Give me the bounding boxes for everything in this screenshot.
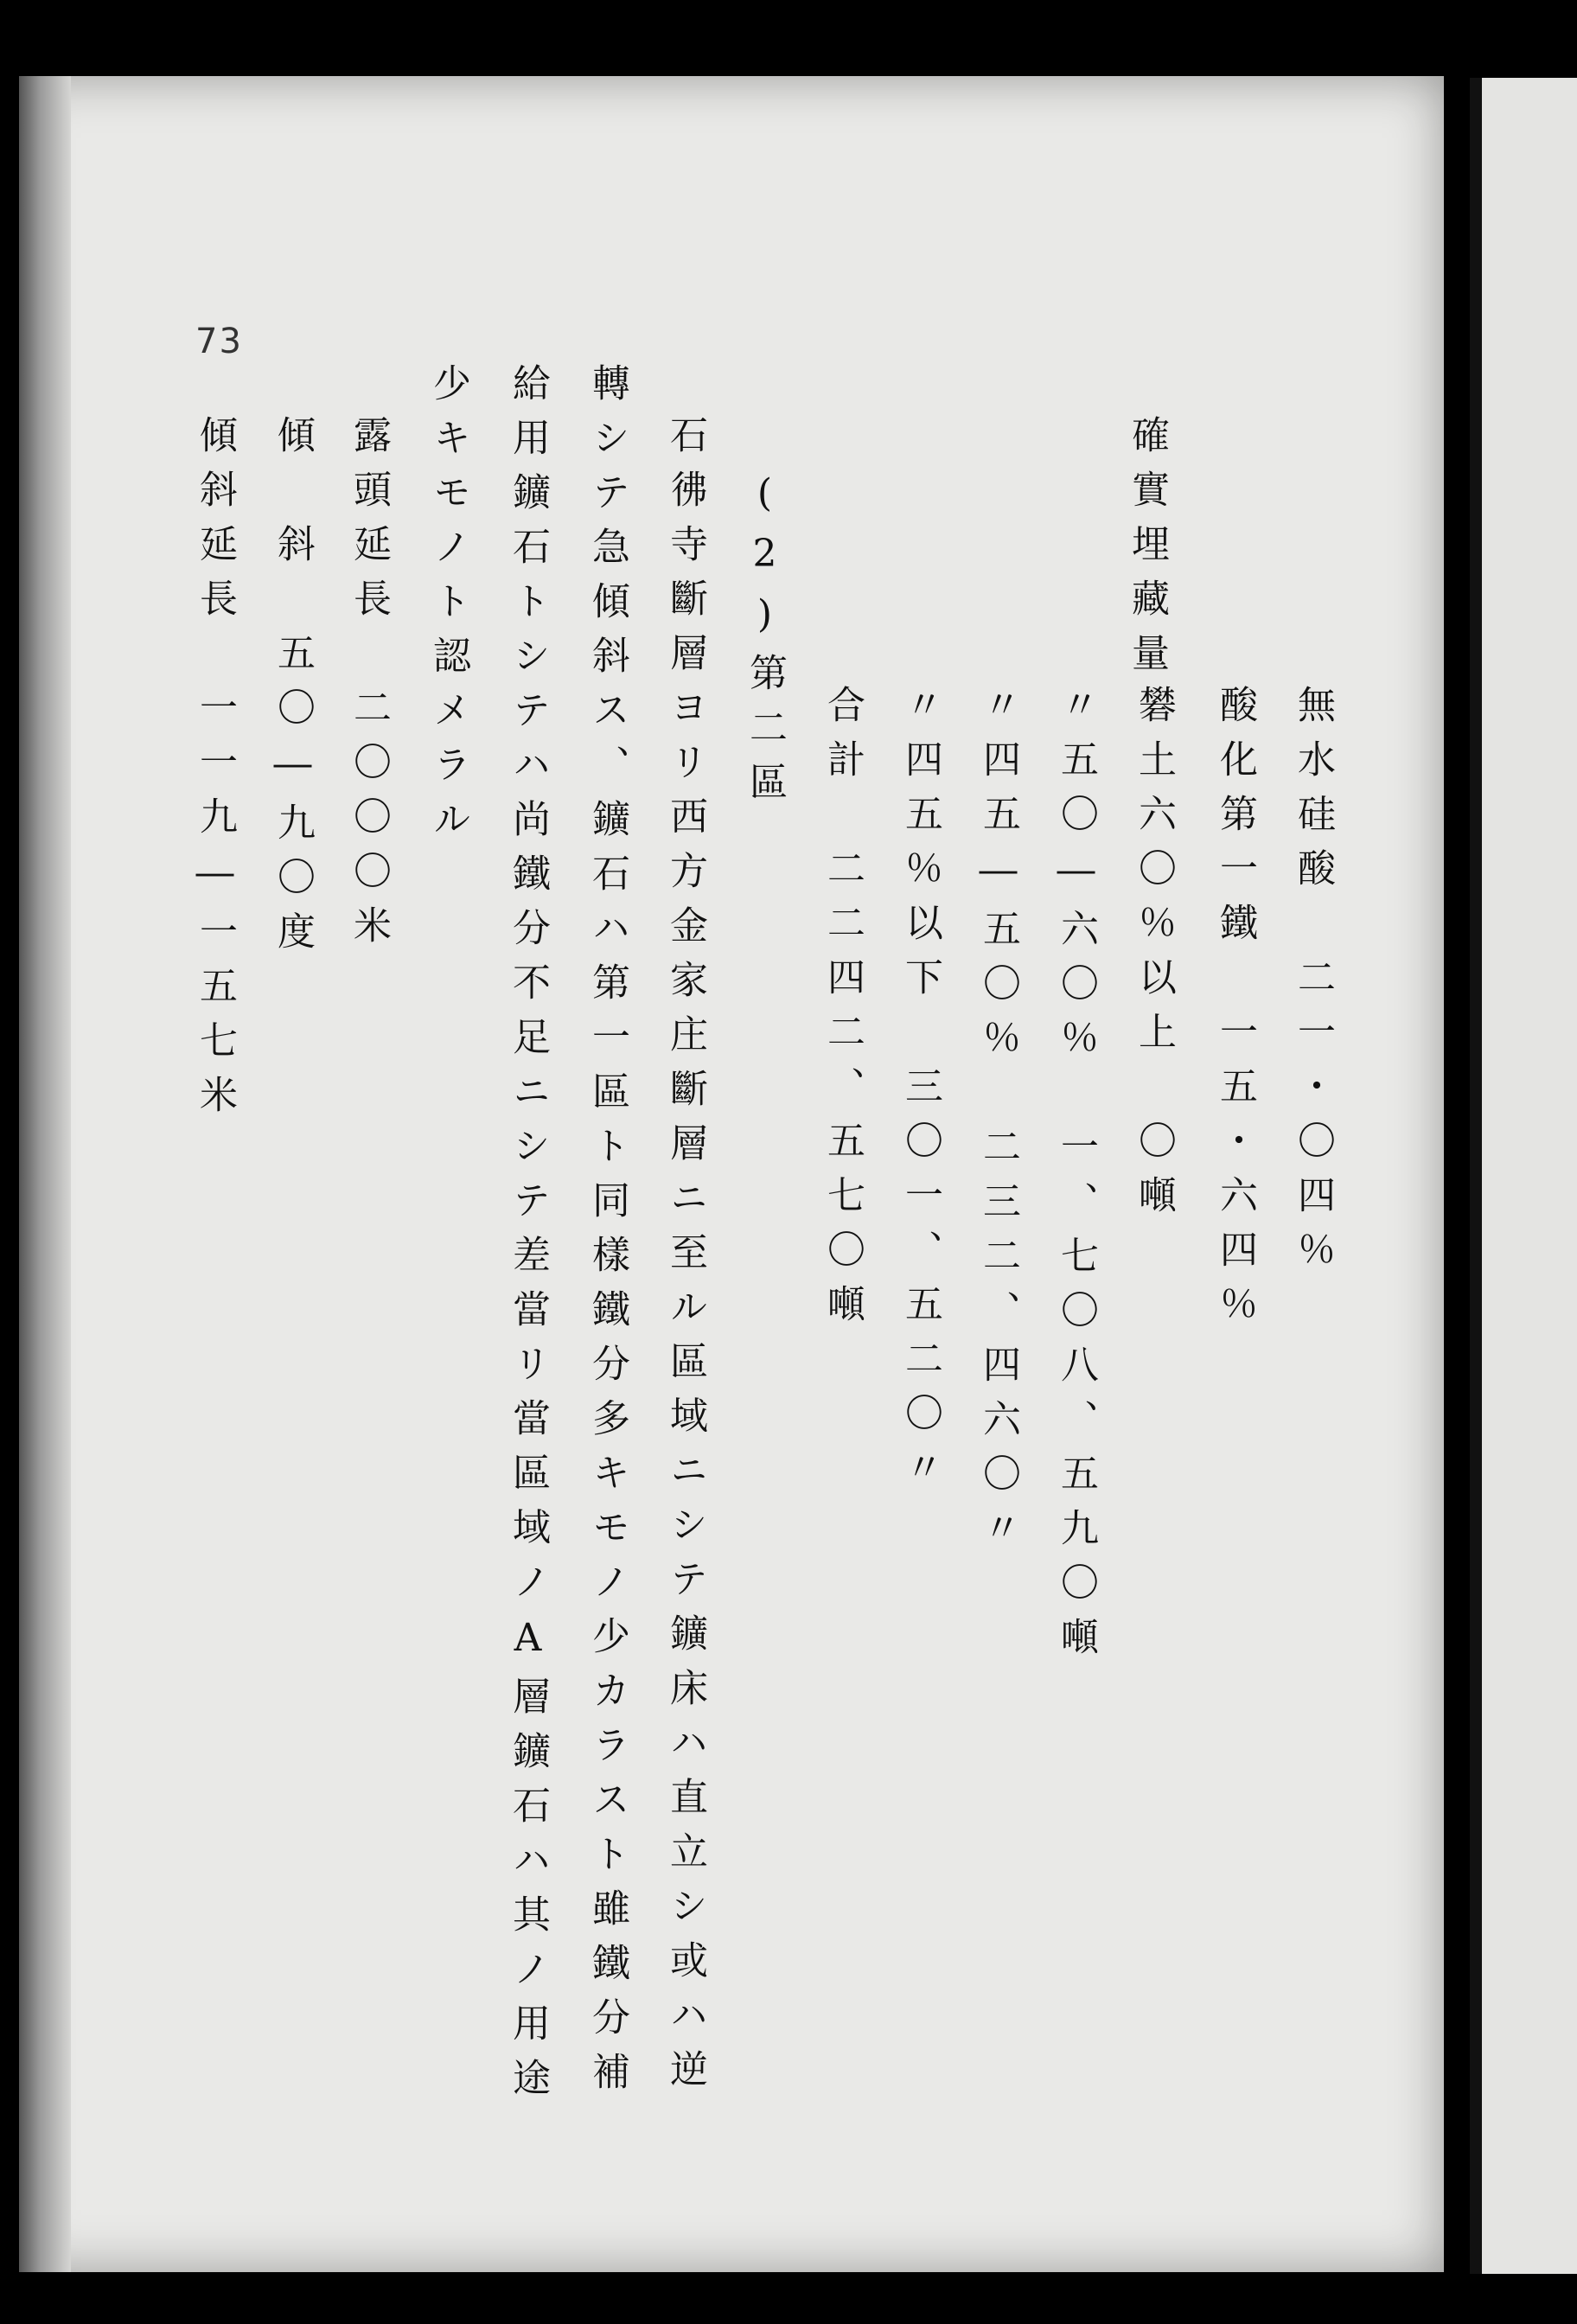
- text-column-6: 〃四五％以下 三〇一、五二〇〃: [898, 685, 942, 1502]
- text-column-1: 無水硅酸 二一・〇四％: [1291, 685, 1335, 1284]
- next-page-edge: [1470, 78, 1577, 2274]
- text-column-8: 轉シテ急傾斜ス、鑛石ハ第一區ト同樣鐵分多キモノ少カラスト雖鐵分補: [585, 363, 629, 2106]
- text-column-7: 石彿寺斷層ヨリ西方金家庄斷層ニ至ル區域ニシテ鑛床ハ直立シ或ハ逆: [663, 415, 707, 2104]
- text-column-9: 給用鑛石トシテハ尚鐵分不足ニシテ差當リ當區域ノA層鑛石ハ其ノ用途: [506, 363, 550, 2112]
- dip-angle-row: 傾 斜 五〇―九〇度: [271, 415, 315, 966]
- section-heading-reserves: 確實埋藏量: [1125, 415, 1169, 687]
- page-binding-edge: [19, 76, 71, 2272]
- section-heading-district-2: (2)第二區: [743, 471, 787, 816]
- text-column-4: 〃五〇―六〇％ 一、七〇八、五九〇噸: [1054, 685, 1098, 1671]
- text-column-2: 酸化第一鐵 一五・六四％: [1213, 685, 1257, 1338]
- dip-length-row: 傾斜延長 一一九―一五七米: [193, 415, 237, 1129]
- page-number: 73: [195, 322, 243, 361]
- text-column-10: 少キモノト認メラル: [426, 363, 470, 853]
- total-row: 合計 二二四二、五七〇噸: [820, 685, 865, 1338]
- text-column-5: 〃四五―五〇％ 二三二、四六〇〃: [976, 685, 1020, 1562]
- outcrop-length-row: 露頭延長 二〇〇〇米: [347, 415, 391, 960]
- text-column-3: 礬土六〇％以上 〇噸: [1132, 685, 1176, 1229]
